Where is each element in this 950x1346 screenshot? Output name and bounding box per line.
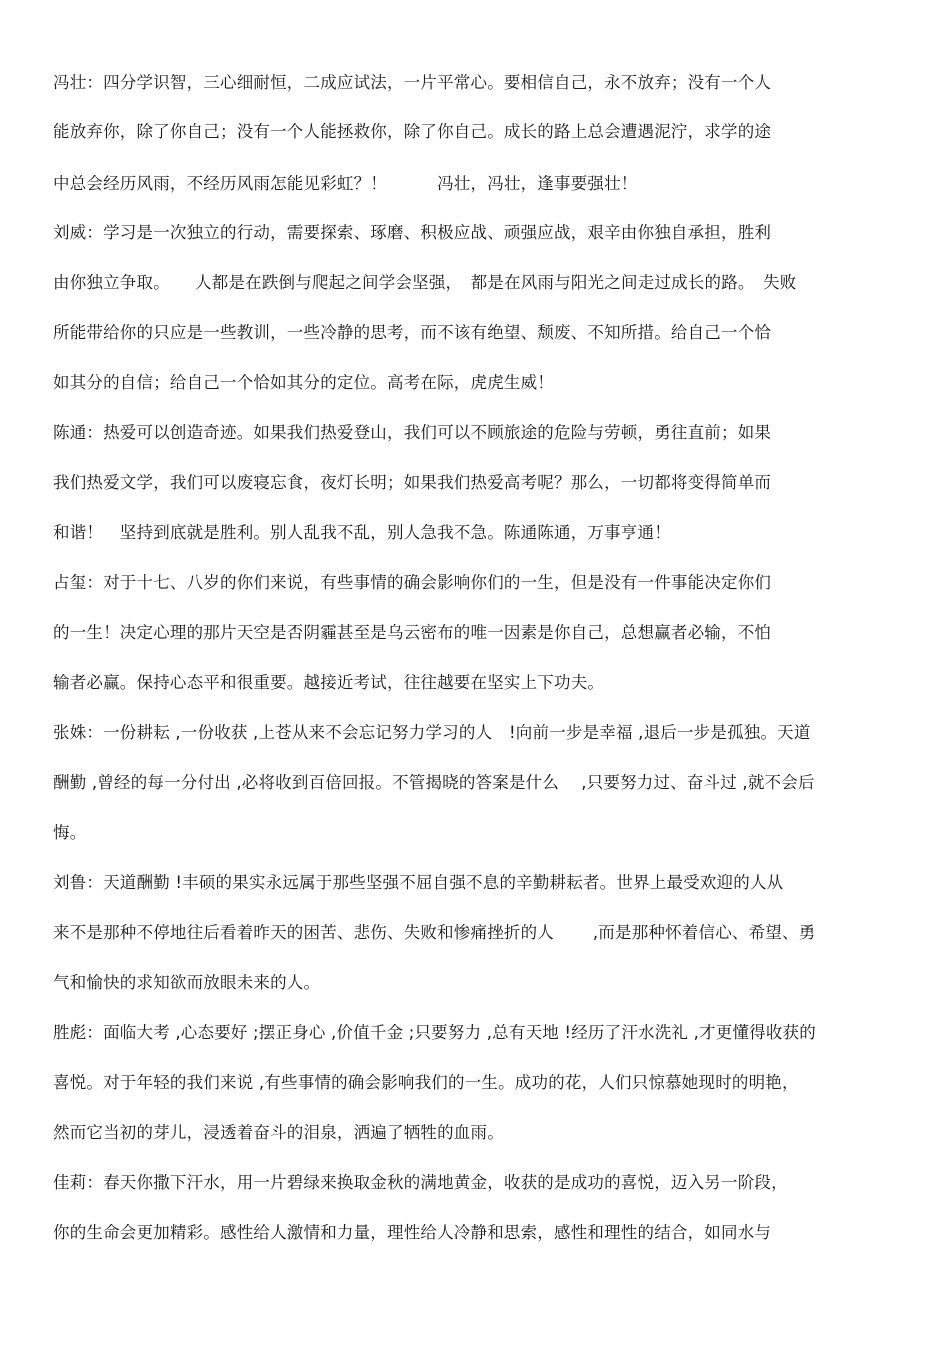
text-line: 然而它当初的芽儿，浸透着奋斗的泪泉，洒遍了牺牲的血雨。: [53, 1123, 504, 1142]
text-line: 冯壮：四分学识智，三心细耐恒，二成应试法，一片平常心。要相信自己，永不放弃；没有一个人: [53, 73, 772, 92]
text-line: 刘威：学习是一次独立的行动，需要探索、琢磨、积极应战、顽强应战，艰辛由你独自承担，胜利: [53, 223, 772, 242]
text-line: 和谐！ 坚持到底就是胜利。别人乱我不乱，别人急我不急。陈通陈通，万事亨通！: [53, 523, 671, 542]
text-line: 的一生！决定心理的那片天空是否阴霾甚至是乌云密布的唯一因素是你自己，总想赢者必输，不怕: [53, 623, 772, 642]
text-line: 刘鲁：天道酬勤 !丰硕的果实永远属于那些坚强不屈自强不息的辛勤耕耘者。世界上最受欢迎的人从: [53, 873, 784, 892]
text-line: 来不是那种不停地往后看着昨天的困苦、悲伤、失败和惨痛挫折的人 ,而是那种怀着信心、希望、勇: [53, 923, 816, 942]
text-line: 所能带给你的只应是一些教训，一些冷静的思考，而不该有绝望、颓废、不知所措。给自己一个恰: [53, 323, 772, 342]
text-line: 胜彪：面临大考 ,心态要好 ;摆正身心 ,价值千金 ;只要努力 ,总有天地 !经历了汗水洗礼 ,才更懂得收获的: [53, 1023, 816, 1042]
text-line: 输者必赢。保持心态平和很重要。越接近考试，往往越要在坚实上下功夫。: [53, 673, 605, 692]
text-line: 张姝：一份耕耘 ,一份收获 ,上苍从来不会忘记努力学习的人 !向前一步是幸福 ,退后一步是孤独。天道: [53, 723, 811, 742]
text-line: 由你独立争取。 人都是在跌倒与爬起之间学会坚强， 都是在风雨与阳光之间走过成长的路。 失败: [53, 273, 797, 292]
text-line: 酬勤 ,曾经的每一分付出 ,必将收到百倍回报。不管揭晓的答案是什么 ,只要努力过、奋斗过 ,就不会后: [53, 773, 815, 792]
text-line: 我们热爱文学，我们可以废寝忘食，夜灯长明；如果我们热爱高考呢？那么，一切都将变得简单而: [53, 473, 772, 492]
text-line: 陈通：热爱可以创造奇迹。如果我们热爱登山，我们可以不顾旅途的危险与劳顿，勇往直前；如果: [53, 423, 772, 442]
text-line: 你的生命会更加精彩。感性给人激情和力量，理性给人冷静和思索，感性和理性的结合，如同水与: [53, 1223, 772, 1242]
text-line: 中总会经历风雨，不经历风雨怎能见彩虹？！ 冯壮，冯壮，逢事要强壮！: [53, 174, 638, 193]
text-line: 能放弃你，除了你自己；没有一个人能拯救你，除了你自己。成长的路上总会遭遇泥泞，求学的途: [53, 122, 772, 141]
text-line: 喜悦。对于年轻的我们来说 ,有些事情的确会影响我们的一生。成功的花，人们只惊慕她现时的明艳，: [53, 1073, 799, 1092]
text-line: 悔。: [53, 823, 87, 842]
text-line: 佳莉：春天你撒下汗水，用一片碧绿来换取金秋的满地黄金，收获的是成功的喜悦，迈入另一阶段，: [53, 1173, 788, 1192]
text-line: 气和愉快的求知欲而放眼未来的人。: [53, 973, 321, 992]
text-line: 如其分的自信；给自己一个恰如其分的定位。高考在际，虎虎生威！: [53, 373, 554, 392]
text-line: 占玺：对于十七、八岁的你们来说，有些事情的确会影响你们的一生，但是没有一件事能决定你们: [53, 573, 772, 592]
